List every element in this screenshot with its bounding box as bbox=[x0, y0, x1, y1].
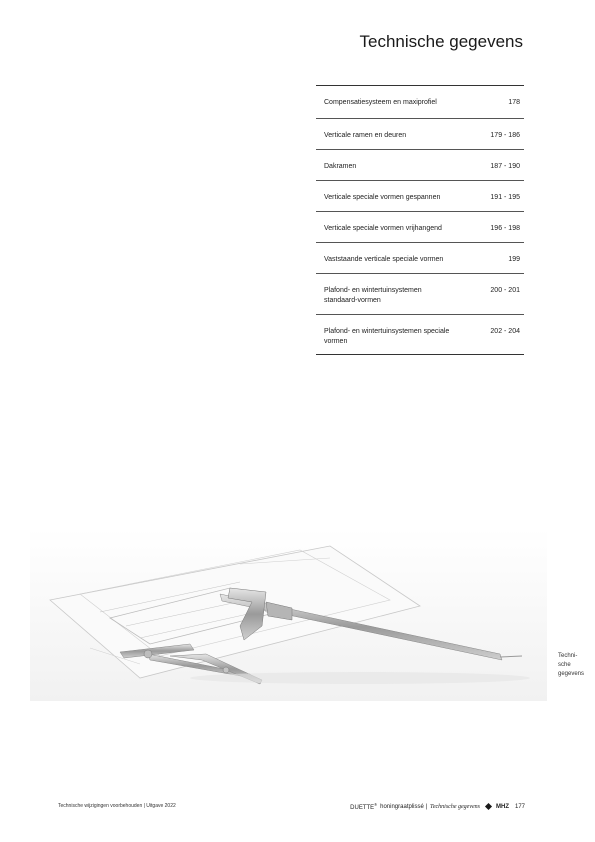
toc-pages: 179 - 186 bbox=[490, 132, 520, 139]
toc-label: Vaststaande verticale speciale vormen bbox=[324, 256, 444, 263]
toc-row[interactable] bbox=[316, 314, 524, 354]
toc-pages: 200 - 201 bbox=[490, 287, 520, 294]
toc-row[interactable] bbox=[316, 180, 524, 211]
brand-logo: MHZ bbox=[495, 803, 509, 810]
toc-label: Verticale speciale vormen gespannen bbox=[324, 194, 441, 201]
footer-info bbox=[350, 802, 525, 811]
toc-pages: 202 - 204 bbox=[490, 328, 520, 335]
footer-disclaimer: Technische wijzigingen voorbehouden | Uitgave 2022 bbox=[58, 803, 176, 809]
toc-pages: 187 - 190 bbox=[490, 163, 520, 170]
side-tab-line: sche bbox=[558, 662, 571, 668]
toc-label: Dakramen bbox=[324, 163, 357, 170]
toc-label: Verticale speciale vormen vrijhangend bbox=[324, 225, 442, 232]
side-tab-line: Techni- bbox=[558, 653, 578, 659]
toc-table bbox=[316, 85, 524, 355]
footer-product-type: honingraatplissé | bbox=[380, 803, 428, 810]
toc-row[interactable] bbox=[316, 273, 524, 314]
footer-section-name: Technische gegevens bbox=[430, 803, 480, 810]
page-title: Technische gegevens bbox=[359, 32, 523, 51]
caliper-blueprint-illustration bbox=[30, 528, 547, 701]
section-side-tab[interactable] bbox=[558, 652, 584, 679]
toc-row[interactable] bbox=[316, 86, 524, 118]
toc-label: Plafond- en wintertuinsystemen speciale vormen bbox=[324, 328, 450, 345]
toc-row[interactable] bbox=[316, 118, 524, 149]
toc-row[interactable] bbox=[316, 242, 524, 273]
brand-diamond-icon bbox=[485, 803, 492, 810]
toc-pages: 191 - 195 bbox=[490, 194, 520, 201]
toc-row[interactable] bbox=[316, 211, 524, 242]
page-number: 177 bbox=[514, 803, 525, 810]
toc-pages: 178 bbox=[508, 99, 520, 106]
toc-pages: 199 bbox=[508, 256, 520, 263]
toc-row[interactable] bbox=[316, 149, 524, 180]
side-tab-line: gegevens bbox=[558, 671, 585, 677]
toc-pages: 196 - 198 bbox=[490, 225, 520, 232]
toc-label: Compensatiesysteem en maxiprofiel bbox=[324, 99, 437, 106]
footer-product-name: DUETTE® bbox=[350, 802, 378, 811]
toc-label: Plafond- en wintertuinsystemen standaard-vormen bbox=[324, 287, 422, 304]
toc-label: Verticale ramen en deuren bbox=[324, 132, 407, 139]
